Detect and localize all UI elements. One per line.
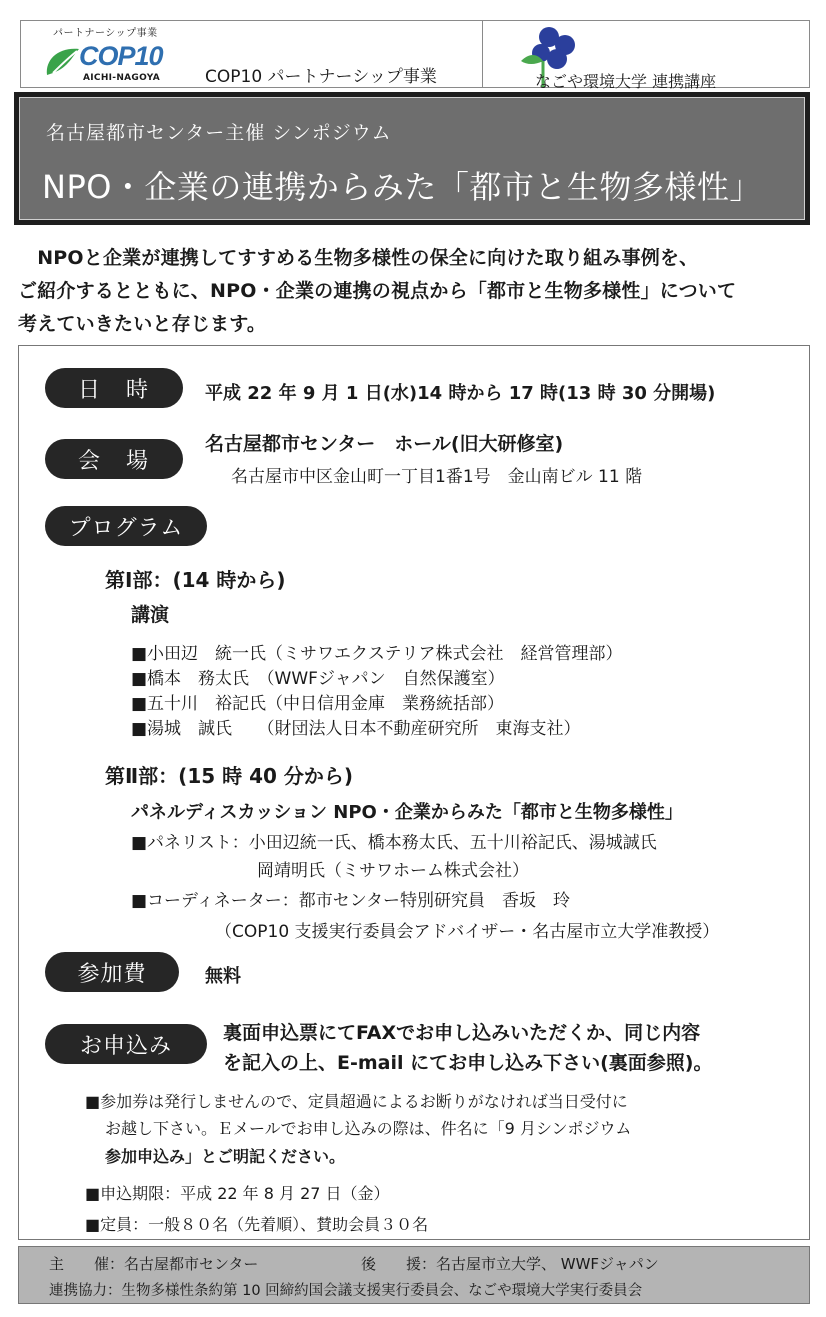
details-box [18,345,810,1240]
date-value: 平成 22 年 9 月 1 日(水)14 時から 17 時(13 時 30 分開場) [205,383,716,404]
venue-label: 会 場 [45,439,183,479]
header-logos [20,20,810,91]
speaker-1: ■小田辺 統一氏（ミサワエクステリア株式会社 経営管理部） [131,644,623,664]
venue-name: 名古屋都市センター ホール(旧大研修室) [205,433,564,455]
nagoya-cell [483,21,809,91]
fee-value: 無料 [205,966,241,987]
cop10-small-caption: パートナーシップ事業 [53,28,158,39]
panel-title: パネルディスカッション NPO・企業からみた「都市と生物多様性」 [131,802,683,823]
part1-heading: 第Ⅰ部：(14 時から) [105,568,286,592]
speaker-2: ■橋本 務太氏 （WWFジャパン 自然保護室） [131,669,505,689]
intro-line-3: 考えていきたいと存じます。 [18,313,267,335]
part2-heading: 第Ⅱ部：(15 時 40 分から) [105,764,354,788]
apply-note-1: ■参加券は発行しませんので、定員超過によるお断りがなければ当日受付に [85,1092,628,1111]
symposium-title: NPO・企業の連携からみた「都市と生物多様性」 [42,168,762,206]
panelists-line-1: ■パネリスト：小田辺統一氏、橋本務太氏、五十川裕記氏、湯城誠氏 [131,833,657,853]
date-label: 日 時 [45,368,183,408]
cop10-partnership-text: COP10 パートナーシップ事業 [205,67,437,87]
title-panel [19,97,805,220]
symposium-subtitle: 名古屋都市センター主催 シンポジウム [46,122,392,144]
apply-label: お申込み [45,1024,207,1064]
intro-line-1: NPOと企業が連携してすすめる生物多様性の保全に向けた取り組み事例を、 [18,247,699,269]
cop10-leaf-icon [43,45,83,81]
speaker-4: ■湯城 誠氏 （財団法人日本不動産研究所 東海支社） [131,719,581,739]
cop10-cell [21,21,483,87]
apply-line-2: を記入の上、E-mail にてお申し込み下さい(裏面参照)。 [223,1052,713,1074]
panelists-line-2: 岡靖明氏（ミサワホーム株式会社） [257,861,529,881]
coordinator-line-2: （COP10 支援実行委員会アドバイザー・名古屋市立大学准教授） [215,922,720,942]
footer-support: 後 援：名古屋市立大学、 WWFジャパン [361,1255,659,1273]
cop10-logo [43,37,193,87]
footer-organizers [18,1246,810,1304]
title-band [14,92,810,225]
cop10-logo-word: COP10 [79,41,163,71]
nagoya-univ-text: なごや環境大学 連携講座 [535,72,717,91]
coordinator-line-1: ■コーディネーター：都市センター特別研究員 香坂 玲 [131,891,571,911]
apply-note-3: 参加申込み」とご明記ください。 [105,1147,346,1166]
speaker-3: ■五十川 裕記氏（中日信用金庫 業務統括部） [131,694,505,714]
fee-label: 参加費 [45,952,179,992]
cop10-logo-sub: AICHI-NAGOYA [83,73,160,83]
program-label: プログラム [45,506,207,546]
apply-line-1: 裏面申込票にてFAXでお申し込みいただくか、同じ内容 [223,1022,701,1044]
lecture-heading: 講演 [131,604,170,626]
footer-cooperation: 連携協力：生物多様性条約第 10 回締約国会議支援実行委員会、なごや環境大学実行委員会 [49,1283,643,1299]
apply-note-2: お越し下さい。Ｅメールでお申し込みの際は、件名に「9 月シンポジウム [105,1119,632,1138]
apply-capacity: ■定員：一般８０名（先着順）、賛助会員３０名 [85,1215,429,1234]
venue-address: 名古屋市中区金山町一丁目1番1号 金山南ビル 11 階 [231,467,643,487]
intro-line-2: ご紹介するとともに、NPO・企業の連携の視点から「都市と生物多様性」について [18,280,737,302]
footer-host: 主 催：名古屋都市センター [49,1255,259,1273]
intro-text [18,242,810,341]
apply-deadline: ■申込期限：平成 22 年 8 月 27 日（金） [85,1184,390,1203]
